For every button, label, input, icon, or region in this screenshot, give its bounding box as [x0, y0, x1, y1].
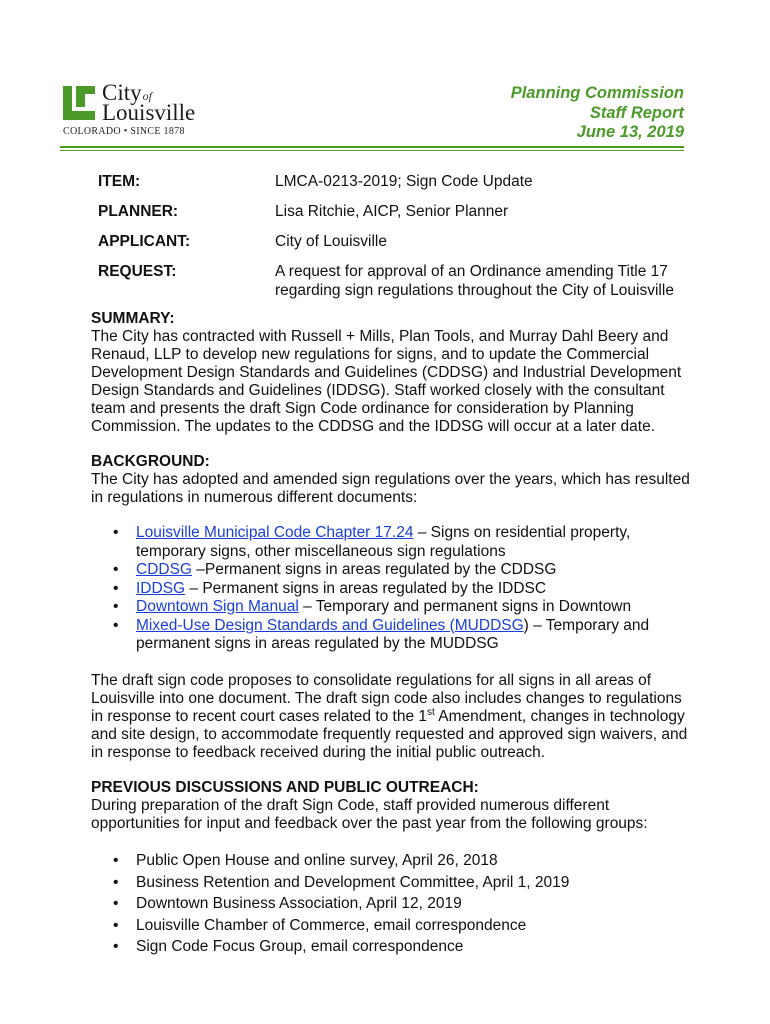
- bullet-icon: •: [113, 598, 119, 615]
- applicant-value: City of Louisville: [275, 233, 387, 250]
- background-section: [91, 453, 691, 507]
- summary-section: [91, 310, 691, 436]
- list-item-text: Louisville Chamber of Commerce, email correspondence: [136, 916, 527, 934]
- draft-code-text-a: The draft sign code proposes to consolidate regulations for all signs in all areas of Louisville into one document. The draft sign code also includes changes to regulations in response to recent court cases related to the 1: [91, 672, 682, 725]
- list-item: [91, 617, 691, 654]
- list-item: [91, 893, 691, 915]
- item-value: LMCA-0213-2019; Sign Code Update: [275, 173, 533, 190]
- logo-city-text: Cityof: [102, 80, 152, 105]
- header-divider-top: [60, 146, 684, 148]
- list-item-text: Public Open House and online survey, April 26, 2018: [136, 852, 498, 869]
- list-item-text: Business Retention and Development Committee, April 1, 2019: [136, 873, 570, 891]
- bullet-icon: •: [113, 616, 119, 634]
- report-header-date: June 13, 2019: [576, 123, 684, 141]
- city-logo: [60, 80, 260, 140]
- request-label: REQUEST:: [98, 263, 177, 280]
- list-item: [91, 850, 691, 872]
- outreach-section: [91, 779, 691, 833]
- background-body: The City has adopted and amended sign regulations over the years, which has resulted in regulations in numerous different documents:: [91, 471, 690, 506]
- planner-label: PLANNER:: [98, 203, 179, 220]
- header-divider-bottom: [60, 150, 684, 151]
- applicant-label: APPLICANT:: [98, 233, 191, 250]
- bullet-icon: •: [113, 873, 119, 891]
- bullet-icon: •: [113, 524, 119, 541]
- background-paragraph-2: [91, 672, 691, 762]
- outreach-body: During preparation of the draft Sign Code, staff provided numerous different opportunities for input and feedback over the past year from the following groups:: [91, 797, 648, 832]
- outreach-title: PREVIOUS DISCUSSIONS AND PUBLIC OUTREACH:: [91, 779, 479, 796]
- list-item: [91, 580, 691, 599]
- planner-value: Lisa Ritchie, AICP, Senior Planner: [275, 203, 509, 220]
- link-downtown-sign-manual[interactable]: Downtown Sign Manual: [136, 598, 299, 615]
- list-item: [91, 561, 691, 580]
- bullet-icon: •: [113, 895, 119, 912]
- list-item: [91, 524, 691, 561]
- request-value: A request for approval of an Ordinance amending Title 17 regarding sign regulations throughout the City of Louisville: [275, 263, 674, 299]
- list-item-text: –Permanent signs in areas regulated by the CDDSG: [191, 561, 557, 578]
- link-iddsg[interactable]: IDDSG: [136, 579, 186, 597]
- list-item: [91, 872, 691, 894]
- bullet-icon: •: [113, 579, 119, 597]
- list-item-text: – Temporary and permanent signs in Downtown: [298, 598, 632, 615]
- list-item-text: Downtown Business Association, April 12, 2019: [136, 895, 462, 912]
- outreach-list: [91, 850, 691, 958]
- report-header: [511, 84, 684, 143]
- city-logo-icon: [63, 86, 95, 120]
- logo-tagline: COLORADO • SINCE 1878: [63, 126, 185, 137]
- bullet-icon: •: [113, 938, 119, 955]
- bullet-icon: •: [113, 852, 119, 869]
- draft-code-text-b: Amendment, changes in technology and site design, to accommodate frequently requested and approved sign waivers, and in response to feedback received during the initial public outreach.: [91, 708, 688, 761]
- link-muddsg[interactable]: Mixed-Use Design Standards and Guidelines (MUDDSG: [136, 616, 524, 634]
- link-municipal-code-17-24[interactable]: Louisville Municipal Code Chapter 17.24: [136, 524, 414, 541]
- link-cddsg[interactable]: CDDSG: [136, 561, 192, 578]
- sign-documents-list: [91, 524, 691, 654]
- list-item-text: – Permanent signs in areas regulated by the IDDSC: [185, 579, 547, 597]
- report-header-commission: Planning Commission: [510, 84, 684, 102]
- item-label: ITEM:: [98, 173, 141, 190]
- bullet-icon: •: [113, 916, 119, 934]
- list-item-text: – Signs on residential property, temporary signs, other miscellaneous sign regulations: [136, 524, 631, 560]
- background-title: BACKGROUND:: [91, 453, 210, 470]
- bullet-icon: •: [113, 561, 119, 578]
- report-header-type: Staff Report: [589, 103, 684, 122]
- summary-body: The City has contracted with Russell + Mills, Plan Tools, and Murray Dahl Beery and Renaud, LLP to develop new regulations for signs, and to update the Commercial Development Design Standards and Guidelines (CDDSG) and Industrial Development Design Standards and Guidelines (IDDSG). Staff worked closely with the consultant team and presents the draft Sign Code ordinance for consideration by Planning Commission. The updates to the CDDSG and the IDDSG will occur at a later date.: [91, 328, 682, 435]
- list-item-text: Sign Code Focus Group, email correspondence: [136, 938, 464, 955]
- list-item: [91, 598, 691, 617]
- logo-name-text: Louisville: [102, 100, 196, 125]
- summary-title: SUMMARY:: [91, 310, 175, 327]
- list-item-text: ) – Temporary and permanent signs in areas regulated by the MUDDSG: [136, 616, 650, 652]
- list-item: [91, 936, 691, 958]
- logo-of-text: of: [142, 89, 152, 103]
- draft-code-superscript: st: [427, 706, 435, 718]
- list-item: [91, 915, 691, 937]
